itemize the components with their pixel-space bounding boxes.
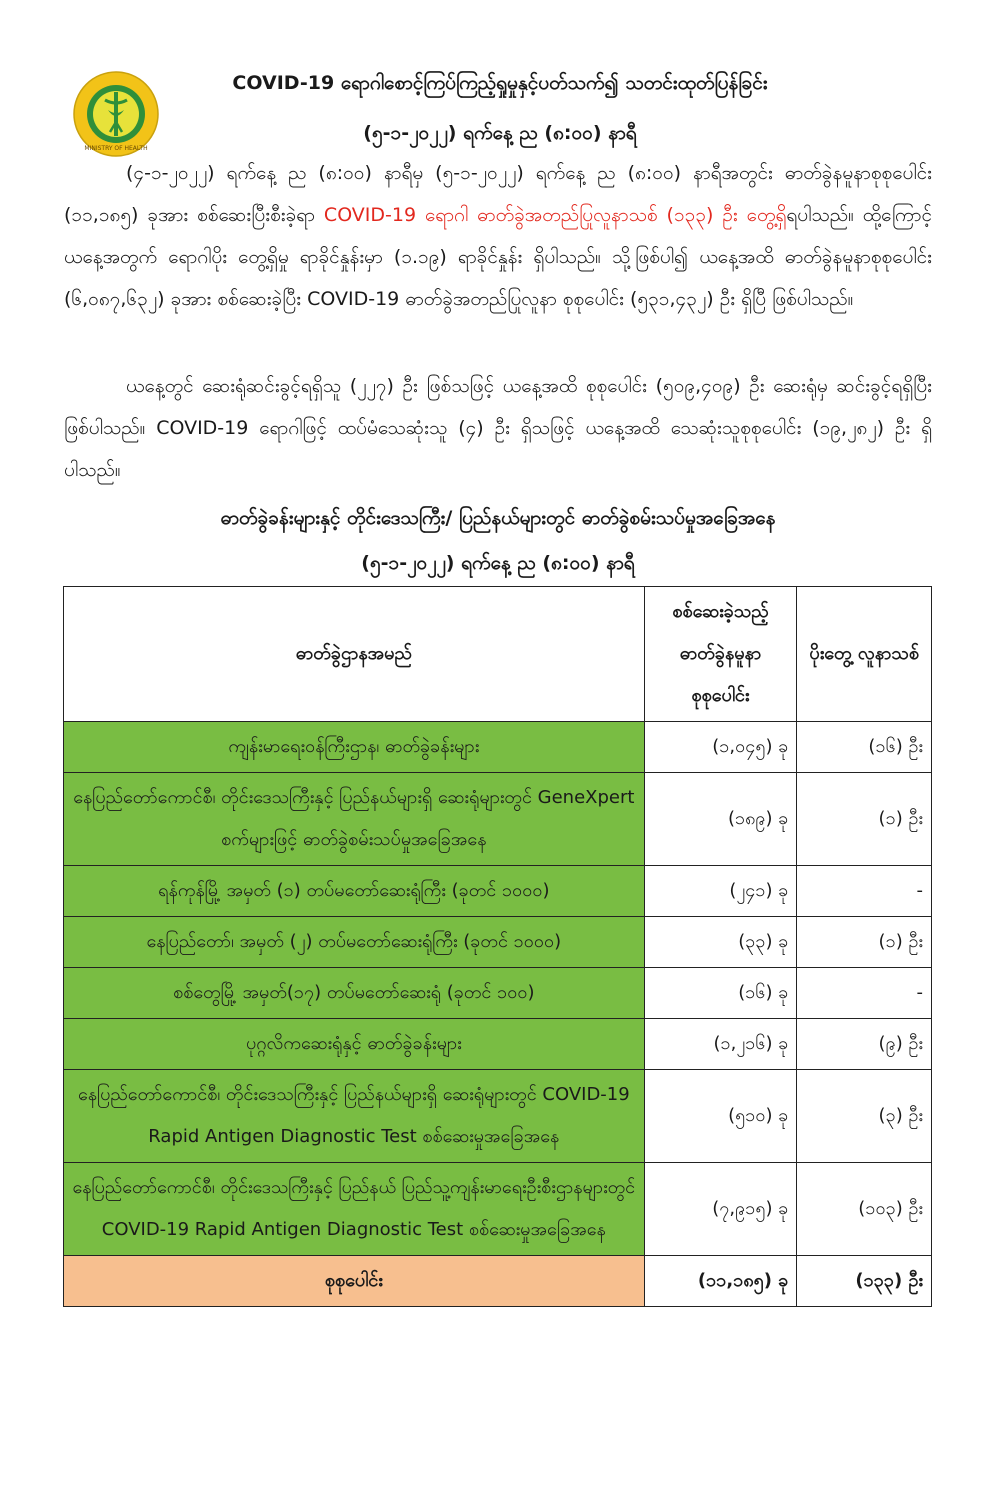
total-label-cell: စုစုပေါင်း bbox=[64, 1256, 645, 1307]
header-new-positive: ပိုးတွေ့ လူနာသစ် bbox=[797, 587, 932, 722]
samples-cell: (၁၆) ခု bbox=[644, 968, 797, 1019]
positive-cell: (၁၀၃) ဦး bbox=[797, 1163, 932, 1256]
table-row bbox=[64, 1019, 932, 1070]
lab-name-cell: ပုဂ္ဂလိကဆေးရုံနှင့် ဓာတ်ခွဲခန်းများ bbox=[64, 1019, 645, 1070]
table-title: ဓာတ်ခွဲခန်းများနှင့် တိုင်းဒေသကြီး/ ပြည်နယ်များတွင် ဓာတ်ခွဲစမ်းသပ်မှုအခြေအနေ bbox=[220, 507, 776, 529]
positive-cell: - bbox=[797, 866, 932, 917]
samples-cell: (၂၄၁) ခု bbox=[644, 866, 797, 917]
header-lab-name: ဓာတ်ခွဲဌာနအမည် bbox=[64, 587, 645, 722]
table-date: (၅-၁-၂၀၂၂) ရက်နေ့ ည (၈:၀၀) နာရီ bbox=[361, 552, 635, 574]
table-row bbox=[64, 1070, 932, 1163]
table-row bbox=[64, 968, 932, 1019]
samples-cell: (၃၃) ခု bbox=[644, 917, 797, 968]
new-cases-highlight: COVID-19 ရောဂါ ဓာတ်ခွဲအတည်ပြုလူနာသစ် (၁၃၃) ဦး တွေ့ရှိ bbox=[323, 204, 787, 226]
positive-cell: (၁) ဦး bbox=[797, 773, 932, 866]
press-release-date: (၅-၁-၂၀၂၂) ရက်နေ့ ည (၈:၀၀) နာရီ bbox=[363, 122, 637, 144]
positive-cell: (၁) ဦး bbox=[797, 917, 932, 968]
lab-testing-table bbox=[63, 586, 932, 1307]
table-row bbox=[64, 1163, 932, 1256]
table-header-row bbox=[64, 587, 932, 722]
logo-bottom-text: MINISTRY OF HEALTH bbox=[84, 145, 148, 152]
summary-text-end: ရပါသည်။ ထို့ကြောင့် ယနေ့အတွက် ရောဂါပိုး တွေ့ရှိမှု ရာခိုင်နှုန်းမှာ (၁.၁၉) ရာခိုင်နှုန်း ရှိပါသည်။ သို့ဖြစ်ပါ၍ ယနေ့အထိ ဓာတ်ခွဲနမူနာစုစုပေါင်း (၆,၀၈၇,၆၃၂) ခုအား စစ်ဆေးခဲ့ပြီး COVID-19 ဓာတ်ခွဲအတည်ပြုလူနာ စုစုပေါင်း (၅၃၁,၄၃၂) ဦး ရှိပြီ ဖြစ်ပါသည်။ bbox=[64, 204, 932, 310]
table-total-row bbox=[64, 1256, 932, 1307]
lab-name-cell: ကျန်းမာရေးဝန်ကြီးဌာန၊ ဓာတ်ခွဲခန်းများ bbox=[64, 722, 645, 773]
samples-cell: (၅၁၀) ခု bbox=[644, 1070, 797, 1163]
lab-name-cell: ရန်ကုန်မြို့ အမှတ် (၁) တပ်မတော်ဆေးရုံကြီး (ခုတင် ၁၀၀၀) bbox=[64, 866, 645, 917]
summary-paragraph bbox=[64, 152, 932, 320]
positive-cell: (၉) ဦး bbox=[797, 1019, 932, 1070]
ministry-seal-icon bbox=[72, 70, 160, 158]
table-row bbox=[64, 866, 932, 917]
header-samples-tested: စစ်ဆေးခဲ့သည့် ဓာတ်ခွဲနမူနာ စုစုပေါင်း bbox=[644, 587, 797, 722]
total-positive-cell: (၁၃၃) ဦး bbox=[797, 1256, 932, 1307]
lab-name-cell: နေပြည်တော်၊ အမှတ် (၂) တပ်မတော်ဆေးရုံကြီး (ခုတင် ၁၀၀၀) bbox=[64, 917, 645, 968]
lab-name-cell: နေပြည်တော်ကောင်စီ၊ တိုင်းဒေသကြီးနှင့် ပြည်နယ်များရှိ ဆေးရုံများတွင် COVID-19 Rapid Antigen Diagnostic Test စစ်ဆေးမှုအခြေအနေ bbox=[64, 1070, 645, 1163]
positive-cell: (၃) ဦး bbox=[797, 1070, 932, 1163]
positive-cell: (၁၆) ဦး bbox=[797, 722, 932, 773]
recovery-death-paragraph: ယနေ့တွင် ဆေးရုံဆင်းခွင့်ရရှိသူ (၂၂၇) ဦး ဖြစ်သဖြင့် ယနေ့အထိ စုစုပေါင်း (၅၀၉,၄၀၉) ဦး ဆေးရုံမှ ဆင်းခွင့်ရရှိပြီး ဖြစ်ပါသည်။ COVID-19 ရောဂါဖြင့် ထပ်မံသေဆုံးသူ (၄) ဦး ရှိသဖြင့် ယနေ့အထိ သေဆုံးသူစုစုပေါင်း (၁၉,၂၈၂) ဦး ရှိပါသည်။ bbox=[64, 375, 932, 481]
samples-cell: (၁၈၉) ခု bbox=[644, 773, 797, 866]
total-samples-cell: (၁၁,၁၈၅) ခု bbox=[644, 1256, 797, 1307]
lab-name-cell: နေပြည်တော်ကောင်စီ၊ တိုင်းဒေသကြီးနှင့် ပြည်နယ် ပြည်သူ့ကျန်းမာရေးဦးစီးဌာနများတွင် COVID-19 Rapid Antigen Diagnostic Test စစ်ဆေးမှုအခြေအနေ bbox=[64, 1163, 645, 1256]
table-row bbox=[64, 917, 932, 968]
samples-cell: (၇,၉၁၅) ခု bbox=[644, 1163, 797, 1256]
samples-cell: (၁,၂၁၆) ခု bbox=[644, 1019, 797, 1070]
samples-cell: (၁,၀၄၅) ခု bbox=[644, 722, 797, 773]
lab-name-cell: နေပြည်တော်ကောင်စီ၊ တိုင်းဒေသကြီးနှင့် ပြည်နယ်များရှိ ဆေးရုံများတွင် GeneXpert စက်များဖြင့် ဓာတ်ခွဲစမ်းသပ်မှုအခြေအနေ bbox=[64, 773, 645, 866]
lab-name-cell: စစ်တွေမြို့ အမှတ်(၁၇) တပ်မတော်ဆေးရုံ (ခုတင် ၁၀၀) bbox=[64, 968, 645, 1019]
press-release-title: COVID-19 ရောဂါစောင့်ကြပ်ကြည့်ရှုမှုနှင့်ပတ်သက်၍ သတင်းထုတ်ပြန်ခြင်း bbox=[232, 72, 768, 94]
table-row bbox=[64, 722, 932, 773]
positive-cell: - bbox=[797, 968, 932, 1019]
summary-text-start: (၄-၁-၂၀၂၂) ရက်နေ့ ည (၈:၀၀) နာရီမှ (၅-၁-၂၀၂၂) ရက်နေ့ ည (၈:၀၀) နာရီအတွင်း ဓာတ်ခွဲနမူနာစုစုပေါင်း (၁၁,၁၈၅) ခုအား စစ်ဆေးပြီးစီးခဲ့ရာ bbox=[64, 162, 932, 226]
ministry-of-health-logo bbox=[72, 70, 160, 158]
table-row bbox=[64, 773, 932, 866]
